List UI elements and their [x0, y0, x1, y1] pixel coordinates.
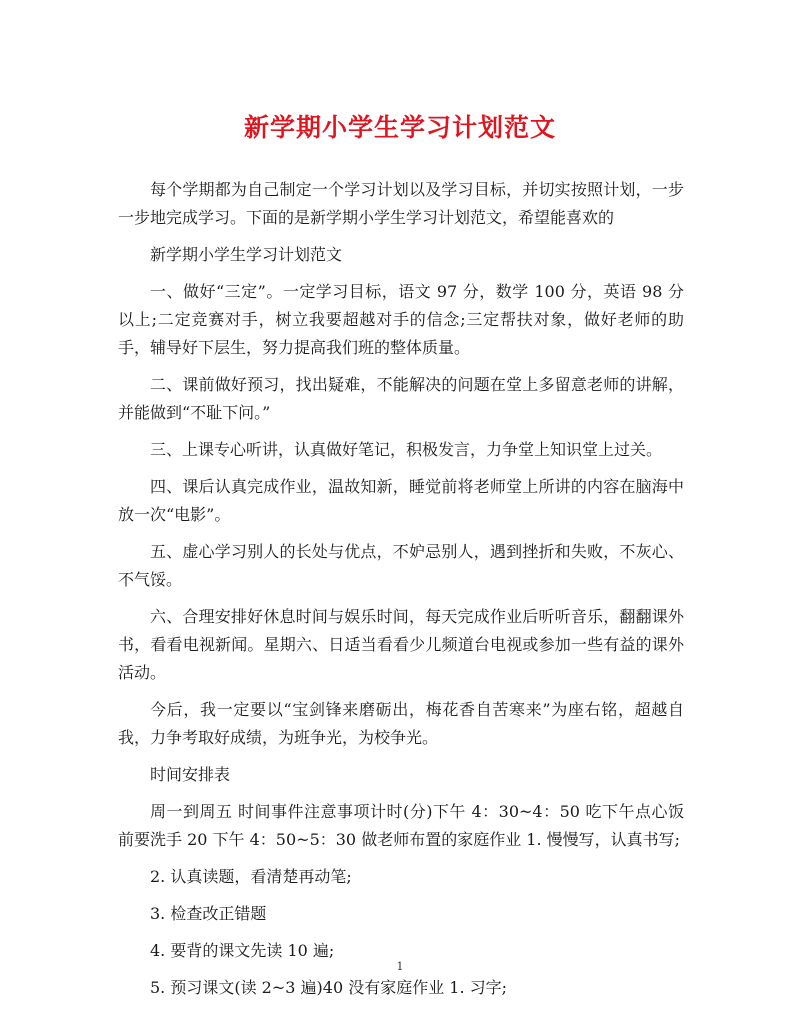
paragraph-item-4: 四、课后认真完成作业，温故知新，睡觉前将老师堂上所讲的内容在脑海中放一次“电影”。 [118, 477, 684, 524]
paragraph-item-2: 二、课前做好预习，找出疑难，不能解决的问题在堂上多留意老师的讲解，并能做到“不耻下问。” [118, 375, 684, 422]
document-body [118, 176, 684, 1011]
schedule-item-2: 2. 认真读题，看清楚再动笔; [150, 867, 352, 886]
intro-paragraph: 每个学期都为自己制定一个学习计划以及学习目标，并切实按照计划，一步一步地完成学习。下面的是新学期小学生学习计划范文，希望能喜欢的 [118, 180, 684, 227]
document-title: 新学期小学生学习计划范文 [243, 113, 556, 142]
schedule-heading: 时间安排表 [150, 765, 231, 784]
schedule-item-5: 5. 预习课文(读 2~3 遍)40 没有家庭作业 1. 习字; [150, 978, 508, 997]
schedule-item-3: 3. 检查改正错题 [150, 904, 267, 923]
paragraph-item-5: 五、虚心学习别人的长处与优点，不妒忌别人，遇到挫折和失败，不灰心、不气馁。 [118, 542, 684, 589]
schedule-text: 周一到周五 时间事件注意事项计时(分)下午 4：30~4：50 吃下午点心饭前要洗手 20 下午 4：50~5：30 做老师布置的家庭作业 1. 慢慢写，认真书写; [118, 802, 684, 849]
section-heading: 新学期小学生学习计划范文 [150, 245, 343, 264]
paragraph-item-3: 三、上课专心听讲，认真做好笔记，积极发言，力争堂上知识堂上过关。 [150, 440, 663, 459]
closing-paragraph: 今后，我一定要以“宝剑锋来磨砺出，梅花香自苦寒来”为座右铭，超越自我，力争考取好成绩，为班争光，为校争光。 [118, 700, 684, 747]
schedule-item-4: 4. 要背的课文先读 10 遍; [150, 941, 335, 960]
paragraph-item-1: 一、做好“三定”。一定学习目标，语文 97 分，数学 100 分，英语 98 分以上;二定竞赛对手，树立我要超越对手的信念;三定帮扶对象，做好老师的助手，辅导好下层生，努力提高我们班的整体质量。 [118, 282, 684, 357]
paragraph-item-6: 六、合理安排好休息时间与娱乐时间，每天完成作业后听听音乐，翻翻课外书，看看电视新闻。星期六、日适当看看少儿频道台电视或参加一些有益的课外活动。 [118, 607, 684, 682]
page-number: 1 [396, 960, 404, 973]
